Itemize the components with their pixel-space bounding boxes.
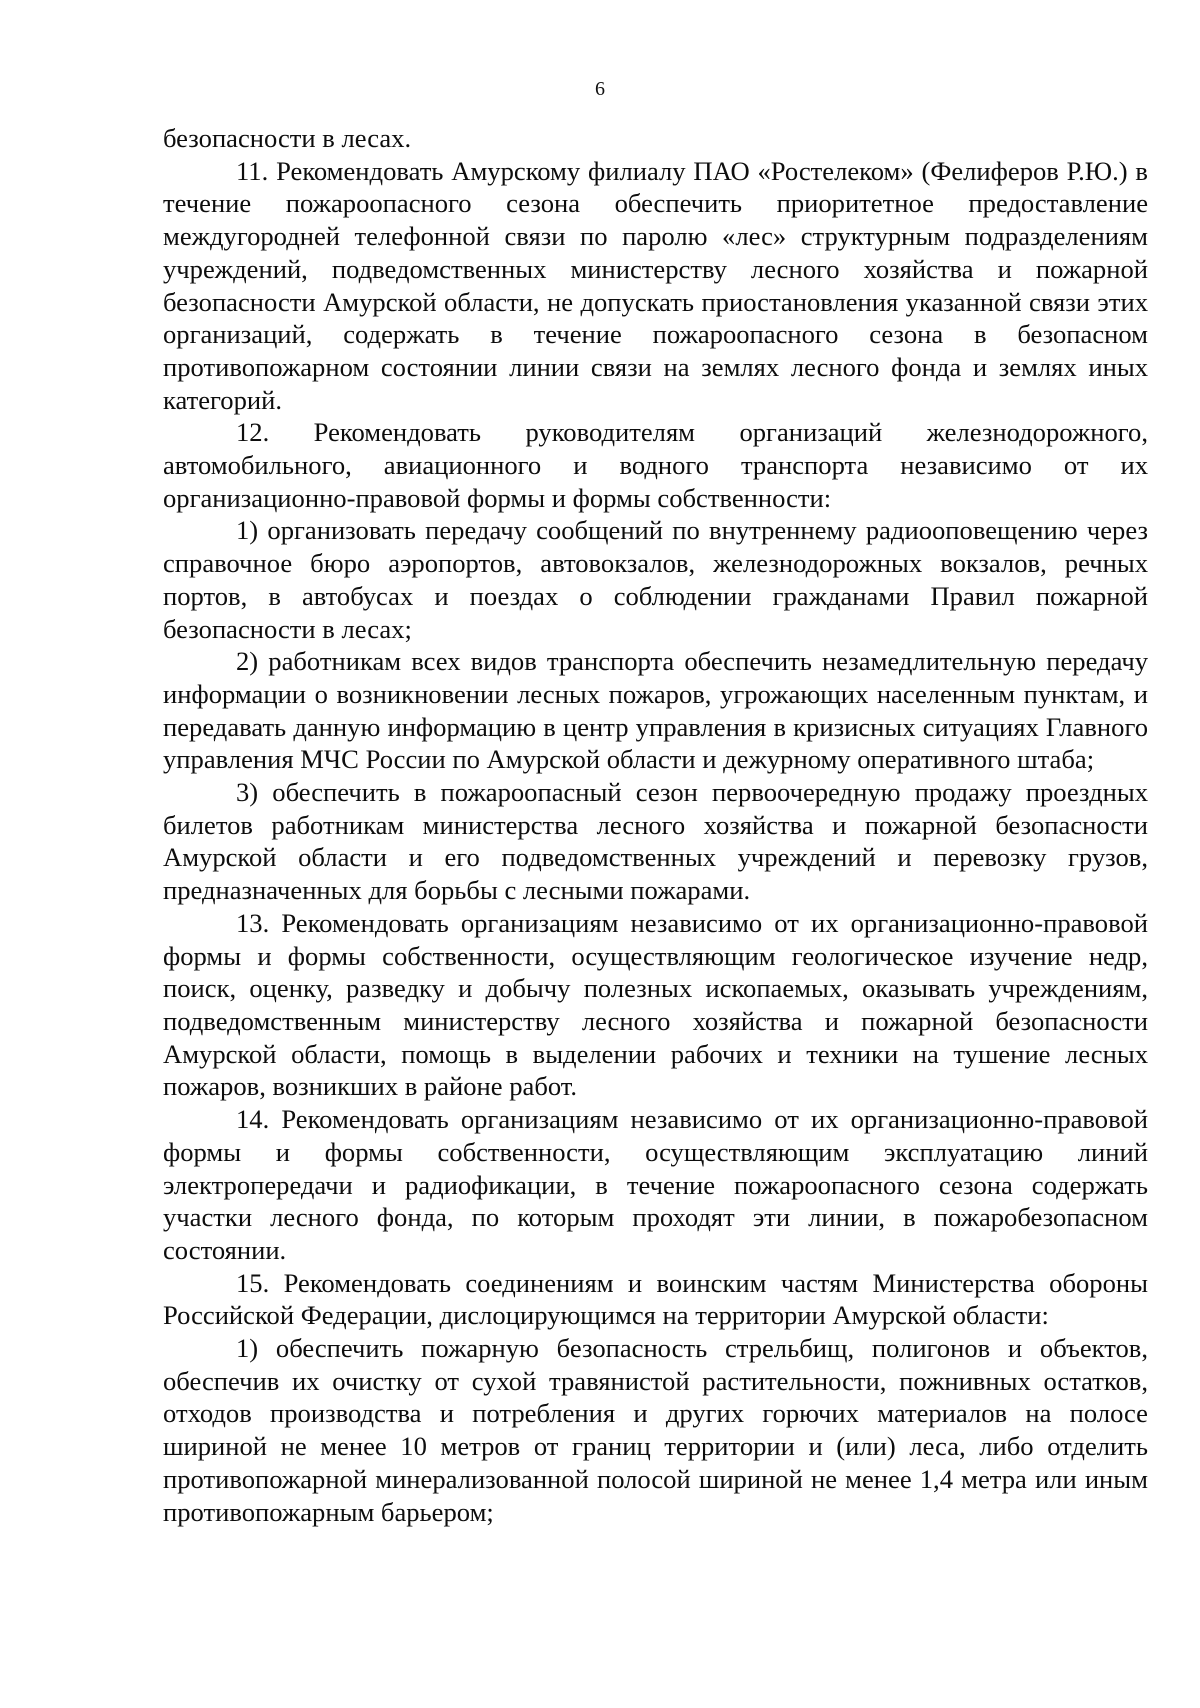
page-number: 6 <box>595 78 605 100</box>
paragraph-item-15: 15. Рекомендовать соединениям и воинским частям Министерства обороны Российской Федерации, дислоцирующимся на территории Амурской области: <box>163 1267 1148 1331</box>
paragraph-item-12-sub-2: 2) работникам всех видов транспорта обеспечить незамедлительную передачу информации о возникновении лесных пожаров, угрожающих населенным пунктам, и передавать данную информацию в центр управления в кризисных ситуациях Главного управления МЧС России по Амурской области и дежурному оперативного штаба; <box>163 646 1148 775</box>
paragraph-item-13: 13. Рекомендовать организациям независимо от их организационно-правовой формы и формы собственности, осуществляющим геологическое изучение недр, поиск, оценку, разведку и добычу полезных ископаемых, оказывать учреждениям, подведомственным министерству лесного хозяйства и пожарной безопасности Амурской области, помощь в выделении рабочих и техники на тушение лесных пожаров, возникших в районе работ. <box>163 907 1148 1102</box>
paragraph-item-11: 11. Рекомендовать Амурскому филиалу ПАО «Ростелеком» (Фелиферов Р.Ю.) в течение пожароопасного сезона обеспечить приоритетное предоставление междугородней телефонной связи по паролю «лес» структурным подразделениям учреждений, подведомственных министерству лесного хозяйства и пожарной безопасности Амурской области, не допускать приостановления указанной связи этих организаций, содержать в течение пожароопасного сезона в безопасном противопожарном состоянии линии связи на землях лесного фонда и землях иных категорий. <box>163 155 1148 415</box>
paragraph-item-12-sub-3: 3) обеспечить в пожароопасный сезон первоочередную продажу проездных билетов работникам министерства лесного хозяйства и пожарной безопасности Амурской области и его подведомственных учреждений и перевозку грузов, предназначенных для борьбы с лесными пожарами. <box>163 777 1148 906</box>
document-body <box>163 122 1148 1528</box>
paragraph-item-12: 12. Рекомендовать руководителям организаций железнодорожного, автомобильного, авиационного и водного транспорта независимо от их организационно-правовой формы и формы собственности: <box>163 417 1148 513</box>
paragraph-item-15-sub-1: 1) обеспечить пожарную безопасность стрельбищ, полигонов и объектов, обеспечив их очистку от сухой травянистой растительности, пожнивных остатков, отходов производства и потребления и других горючих материалов на полосе шириной не менее 10 метров от границ территории и (или) леса, либо отделить противопожарной минерализованной полосой шириной не менее 1,4 метра или иным противопожарным барьером; <box>163 1333 1148 1527</box>
paragraph-item-12-sub-1: 1) организовать передачу сообщений по внутреннему радиооповещению через справочное бюро аэропортов, автовокзалов, железнодорожных вокзалов, речных портов, в автобусах и поездах о соблюдении гражданами Правил пожарной безопасности в лесах; <box>163 515 1148 644</box>
paragraph-item-14: 14. Рекомендовать организациям независимо от их организационно-правовой формы и формы собственности, осуществляющим эксплуатацию линий электропередачи и радиофикации, в течение пожароопасного сезона содержать участки лесного фонда, по которым проходят эти линии, в пожаробезопасном состоянии. <box>163 1104 1148 1265</box>
paragraph-continuation: безопасности в лесах. <box>163 123 412 153</box>
